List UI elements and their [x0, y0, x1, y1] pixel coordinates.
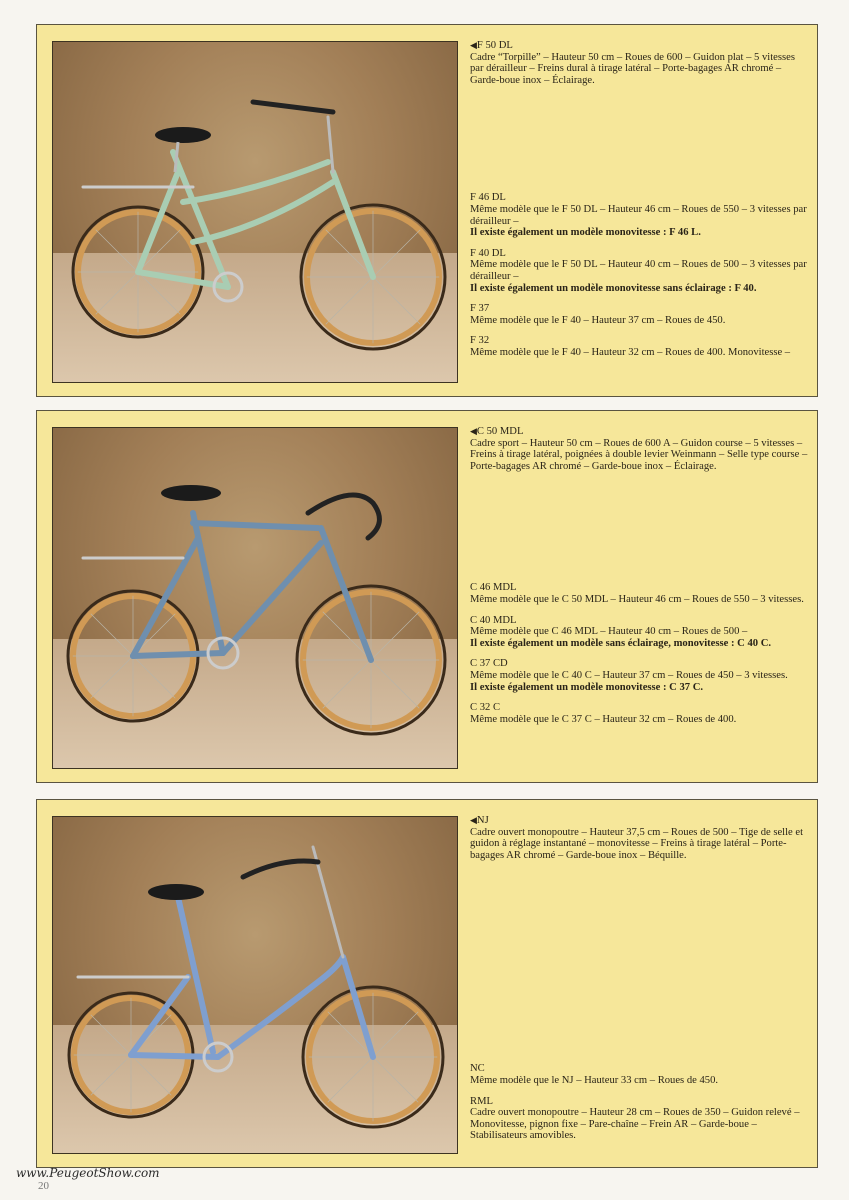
bike-photo-c50mdl	[52, 427, 458, 769]
variant-name: NC	[470, 1063, 485, 1075]
variant-name: C 40 MDL	[470, 614, 517, 626]
variant-text: Même modèle que le F 50 DL – Hauteur 46 cm – Roues de 550 – 3 vitesses par dérailleur –	[470, 203, 807, 227]
product-description-c50mdl	[470, 426, 810, 725]
model-intro: Cadre ouvert monopoutre – Hauteur 37,5 cm – Roues de 500 – Tige de selle et guidon à réglage instantané – monovitesse – Freins à tirage latéral – Porte-bagages AR chromé – Garde-boue inox – Béquille.	[470, 826, 804, 861]
model-name: F 50 DL	[476, 40, 513, 51]
variant-name: RML	[470, 1095, 493, 1107]
model-intro: Cadre sport – Hauteur 50 cm – Roues de 600 A – Guidon course – 5 vitesses – Freins à tirage latéral, poignées à double levier Weinmann – Selle type course – Porte-bagages AR chromé – Garde-boue inox – Éclairage.	[470, 437, 808, 472]
variant-name: F 37	[470, 303, 490, 315]
variant-name: C 32 C	[470, 702, 501, 714]
variant-text: Cadre ouvert monopoutre – Hauteur 28 cm – Roues de 350 – Guidon relevé – Monovitesse, pignon fixe – Pare-chaîne – Frein AR – Garde-boue – Stabilisateurs amovibles.	[470, 1107, 800, 1142]
variant-name: F 40 DL	[470, 247, 506, 259]
variant-text: Même modèle que le F 40 – Hauteur 32 cm – Roues de 400. Monovitesse –	[470, 346, 791, 358]
product-panel-f50dl	[36, 24, 818, 397]
frame	[133, 513, 371, 660]
bicycle-illustration	[53, 428, 457, 768]
bike-photo-nj	[52, 816, 458, 1154]
variant-name: C 37 CD	[470, 658, 508, 670]
variant-text: Même modèle que le C 40 C – Hauteur 37 cm – Roues de 450 – 3 vitesses.	[470, 669, 788, 681]
variant-text: Même modèle que C 46 MDL – Hauteur 40 cm – Roues de 500 –	[470, 626, 748, 638]
variant-text: Même modèle que le C 50 MDL – Hauteur 46 cm – Roues de 550 – 3 vitesses.	[470, 593, 804, 605]
variant-name: F 32	[470, 335, 490, 347]
watermark: www.PeugeotShow.com	[16, 1166, 160, 1180]
variant-text: Même modèle que le F 50 DL – Hauteur 40 cm – Roues de 500 – 3 vitesses par dérailleur –	[470, 259, 807, 282]
variant-note: Il existe également un modèle sans éclairage, monovitesse : C 40 C.	[470, 637, 771, 649]
variant-note: Il existe également un modèle monovitesse sans éclairage : F 40.	[470, 282, 757, 294]
model-name: NJ	[476, 815, 489, 826]
variant-note: Il existe également un modèle monovitesse : C 37 C.	[470, 681, 704, 693]
left-arrow-icon: ◀	[470, 815, 477, 825]
left-arrow-icon: ◀	[470, 40, 477, 50]
bike-photo-f50dl	[52, 41, 458, 383]
variant-text: Même modèle que le NJ – Hauteur 33 cm – Roues de 450.	[470, 1074, 719, 1086]
variant-text: Même modèle que le C 37 C – Hauteur 32 cm – Roues de 400.	[470, 713, 737, 725]
model-name: C 50 MDL	[476, 426, 524, 437]
variant-note: Il existe également un modèle monovitesse : F 46 L.	[470, 227, 701, 239]
model-intro: Cadre “Torpille” – Hauteur 50 cm – Roues de 600 – Guidon plat – 5 vitesses par dérailleur – Freins dural à tirage latéral – Porte-bagages AR chromé – Garde-boue inox – Éclairage.	[470, 51, 795, 86]
variant-text: Même modèle que le F 40 – Hauteur 37 cm – Roues de 450.	[470, 314, 726, 326]
product-panel-nj	[36, 799, 818, 1168]
product-description-nj	[470, 815, 810, 1142]
product-panel-c50mdl	[36, 410, 818, 783]
bicycle-illustration	[53, 817, 457, 1153]
bicycle-illustration	[53, 42, 457, 382]
page-number: 20	[38, 1180, 49, 1192]
product-description-f50dl	[470, 40, 810, 359]
variant-name: C 46 MDL	[470, 582, 517, 594]
variant-name: F 46 DL	[470, 192, 506, 204]
left-arrow-icon: ◀	[470, 426, 477, 436]
